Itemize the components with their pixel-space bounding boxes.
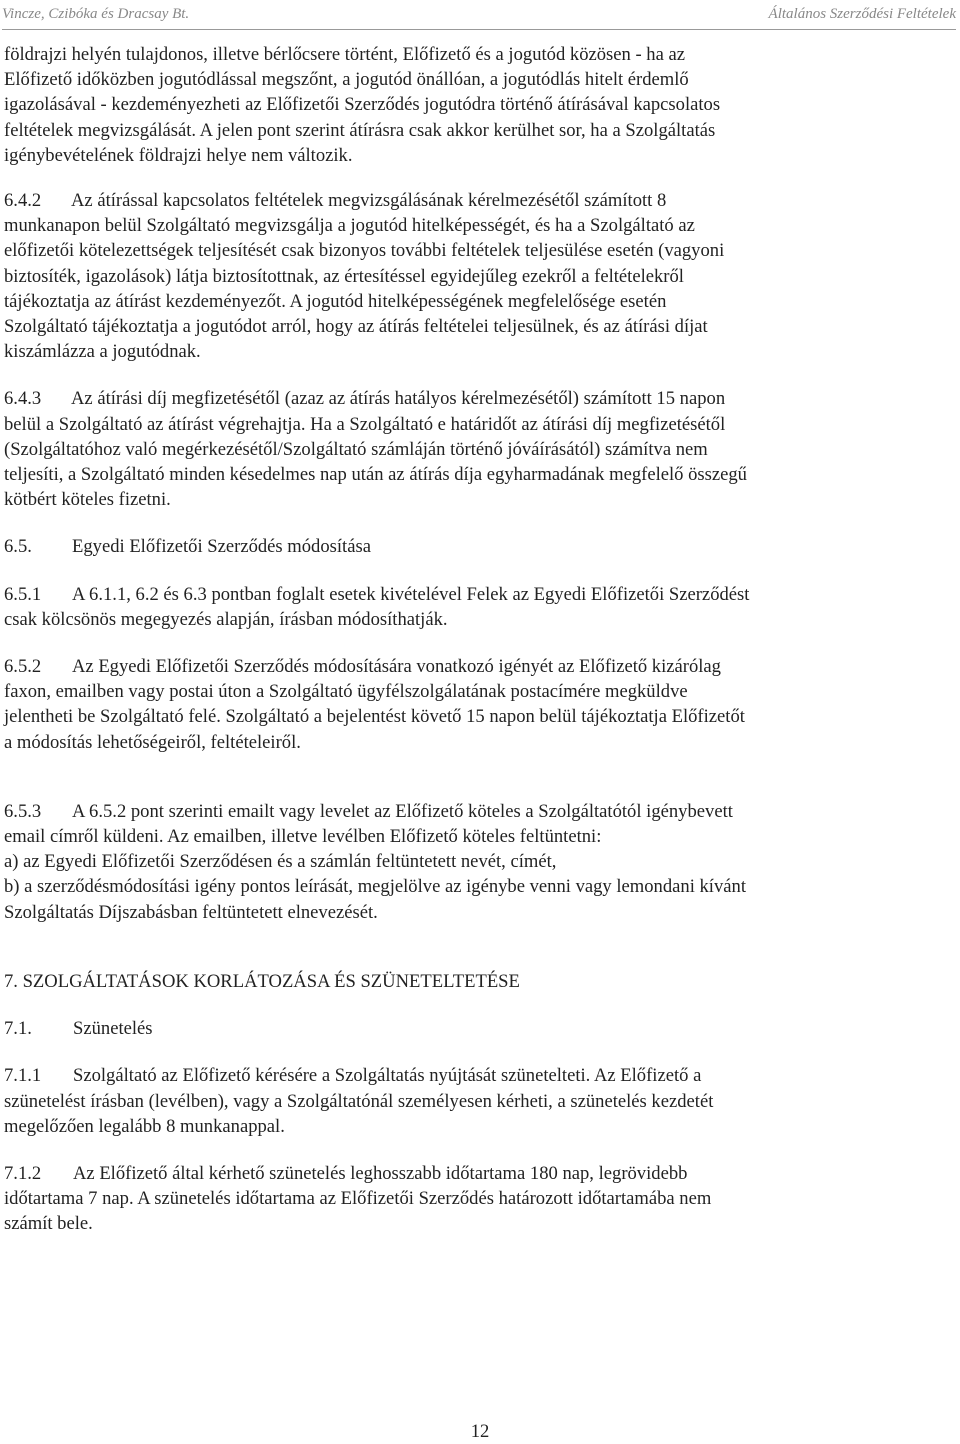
section-7 bbox=[4, 969, 944, 994]
text-line: Előfizető időközben jogutódlással megszőnt, a jogutód önállóan, a jogutódlás hitelt érdemlő bbox=[4, 69, 689, 91]
text-line: szünetelést írásban (levélben), vagy a Szolgáltatónál személyesen kérheti, a szünetelés kezdetét bbox=[4, 1090, 714, 1112]
spacer bbox=[4, 1139, 944, 1161]
text-line: a) az Egyedi Előfizetői Szerződésen és a számlán feltüntetett nevét, címét, bbox=[4, 851, 557, 873]
spacer bbox=[4, 512, 944, 534]
spacer bbox=[4, 632, 944, 654]
text-line: igénybevételének földrajzi helye nem változik. bbox=[4, 144, 353, 166]
text-line: Szolgáltató tájékoztatja a jogutódot arról, hogy az átírás feltételei teljesülnek, és az átírási díjat bbox=[4, 316, 708, 338]
section-number: 6.5.1 bbox=[4, 583, 42, 605]
section-first-line bbox=[4, 654, 944, 679]
section-text: Az átírási díj megfizetésétől (azaz az átírás hatályos kérelmezésétől) számított 15 napon bbox=[71, 388, 726, 410]
text-line: b) a szerződésmódosítási igény pontos leírását, megjelölve az igénybe venni vagy lemondani kívánt bbox=[4, 876, 746, 898]
section-text: Szolgáltató az Előfizető kérésére a Szolgáltatás nyújtását szünetelteti. Az Előfizető a bbox=[73, 1065, 702, 1087]
spacer bbox=[4, 755, 944, 799]
text-line: megelőzően legalább 8 munkanappal. bbox=[4, 1115, 285, 1137]
section-text: A 6.5.2 pont szerinti emailt vagy levelet az Előfizető köteles a Szolgáltatótól igénybevett bbox=[72, 800, 733, 822]
section-6-5-2 bbox=[4, 654, 944, 755]
section-6-5-3 bbox=[4, 799, 944, 925]
section-6-4-3 bbox=[4, 386, 944, 512]
section-number: 7.1. bbox=[4, 1018, 32, 1040]
text-line: biztosíték, igazolások) látja biztosítottnak, az értesítéssel egyidejűleg ezekről a feltételekről bbox=[4, 265, 684, 287]
text-line: előfizetői kötelezettségek teljesítését csak bizonyos további feltételek teljesülése esetén (vagyoni bbox=[4, 240, 725, 262]
text-line: faxon, emailben vagy postai úton a Szolgáltató ügyfélszolgálatának postacímére megküldve bbox=[4, 681, 688, 703]
section-first-line bbox=[4, 799, 944, 824]
section-number: 6.5. bbox=[4, 536, 32, 558]
spacer bbox=[4, 364, 944, 386]
section-6-4-2 bbox=[4, 188, 944, 364]
section-number: 6.4.3 bbox=[4, 388, 42, 410]
section-text: Az Egyedi Előfizetői Szerződés módosítására vonatkozó igényét az Előfizető kizárólag bbox=[72, 656, 721, 678]
text-line: teljesíti, a Szolgáltató minden késedelmes nap után az átírás díja egyharmadának megfelelő összegű bbox=[4, 464, 747, 486]
intro-paragraph bbox=[4, 42, 944, 168]
text-line: számít bele. bbox=[4, 1213, 93, 1235]
text-line: csak kölcsönös megegyezés alapján, írásban módosíthatják. bbox=[4, 608, 448, 630]
section-title: Szünetelés bbox=[73, 1018, 153, 1040]
section-7-1-1 bbox=[4, 1063, 944, 1139]
text-line: időtartama 7 nap. A szünetelés időtartama az Előfizetői Szerződés határozott időtartamába nem bbox=[4, 1188, 712, 1210]
section-heading bbox=[4, 1016, 944, 1041]
page-number: 12 bbox=[470, 1421, 490, 1442]
text-line: kötbért köteles fizetni. bbox=[4, 489, 171, 511]
section-first-line bbox=[4, 582, 944, 607]
page-header bbox=[2, 6, 956, 26]
document-body bbox=[4, 42, 944, 1237]
text-line: a módosítás lehetőségeiről, feltételeiről. bbox=[4, 731, 301, 753]
section-6-5 bbox=[4, 534, 944, 559]
text-line: (Szolgáltatóhoz való megérkezésétől/Szolgáltató számláján történő jóváírásától) számítva nem bbox=[4, 438, 708, 460]
section-first-line bbox=[4, 1161, 944, 1186]
text-line: Szolgáltatás Díjszabásban feltüntetett elnevezését. bbox=[4, 901, 378, 923]
spacer bbox=[4, 994, 944, 1016]
section-number: 6.5.3 bbox=[4, 800, 42, 822]
spacer bbox=[4, 168, 944, 188]
chapter-heading: 7. SZOLGÁLTATÁSOK KORLÁTOZÁSA ÉS SZÜNETELTETÉSE bbox=[4, 970, 520, 992]
text-line: jelentheti be Szolgáltató felé. Szolgáltató a bejelentést követő 15 napon belül tájékoztatja Előfizetőt bbox=[4, 706, 745, 728]
header-divider bbox=[2, 29, 956, 30]
header-company: Vincze, Czibóka és Dracsay Bt. bbox=[2, 6, 190, 22]
text-line: földrajzi helyén tulajdonos, illetve bérlőcsere történt, Előfizető és a jogutód közösen - ha az bbox=[4, 44, 686, 65]
section-text: A 6.1.1, 6.2 és 6.3 pontban foglalt esetek kivételével Felek az Egyedi Előfizetői Szerződést bbox=[72, 583, 750, 605]
section-7-1 bbox=[4, 1016, 944, 1041]
section-number: 6.5.2 bbox=[4, 656, 42, 678]
spacer bbox=[4, 560, 944, 582]
section-text: Az Előfizető által kérhető szünetelés leghosszabb időtartama 180 nap, legrövidebb bbox=[73, 1162, 688, 1184]
text-line: igazolásával - kezdeményezheti az Előfizetői Szerződés jogutódra történő átírásával kapcsolatos bbox=[4, 94, 721, 116]
section-heading bbox=[4, 534, 944, 559]
section-first-line bbox=[4, 188, 944, 213]
section-first-line bbox=[4, 1063, 944, 1088]
header-doc-title: Általános Szerződési Feltételek bbox=[768, 6, 956, 22]
section-title: Egyedi Előfizetői Szerződés módosítása bbox=[72, 536, 371, 558]
spacer bbox=[4, 925, 944, 969]
text-line: email címről küldeni. Az emailben, illetve levélben Előfizető köteles feltüntetni: bbox=[4, 826, 602, 848]
section-number: 6.4.2 bbox=[4, 190, 42, 212]
section-6-5-1 bbox=[4, 582, 944, 632]
spacer bbox=[4, 1041, 944, 1063]
text-line: belül a Szolgáltató az átírást végrehajtja. Ha a Szolgáltató e határidőt az átírási díj megfizetésétől bbox=[4, 413, 726, 435]
section-7-1-2 bbox=[4, 1161, 944, 1237]
text-line: feltételek megvizsgálását. A jelen pont szerint átírásra csak akkor kerülhet sor, ha a Szolgáltatás bbox=[4, 119, 716, 141]
section-text: Az átírással kapcsolatos feltételek megvizsgálásának kérelmezésétől számított 8 bbox=[71, 190, 667, 212]
text-line: kiszámlázza a jogutódnak. bbox=[4, 341, 201, 363]
section-number: 7.1.1 bbox=[4, 1065, 42, 1087]
section-number: 7.1.2 bbox=[4, 1162, 42, 1184]
section-first-line bbox=[4, 386, 944, 411]
text-line: tájékoztatja az átírást kezdeményezőt. A jogutód hitelképességének megfelelősége esetén bbox=[4, 290, 667, 312]
text-line: munkanapon belül Szolgáltató megvizsgálja a jogutód hitelképességét, és ha a Szolgáltató az bbox=[4, 215, 695, 237]
